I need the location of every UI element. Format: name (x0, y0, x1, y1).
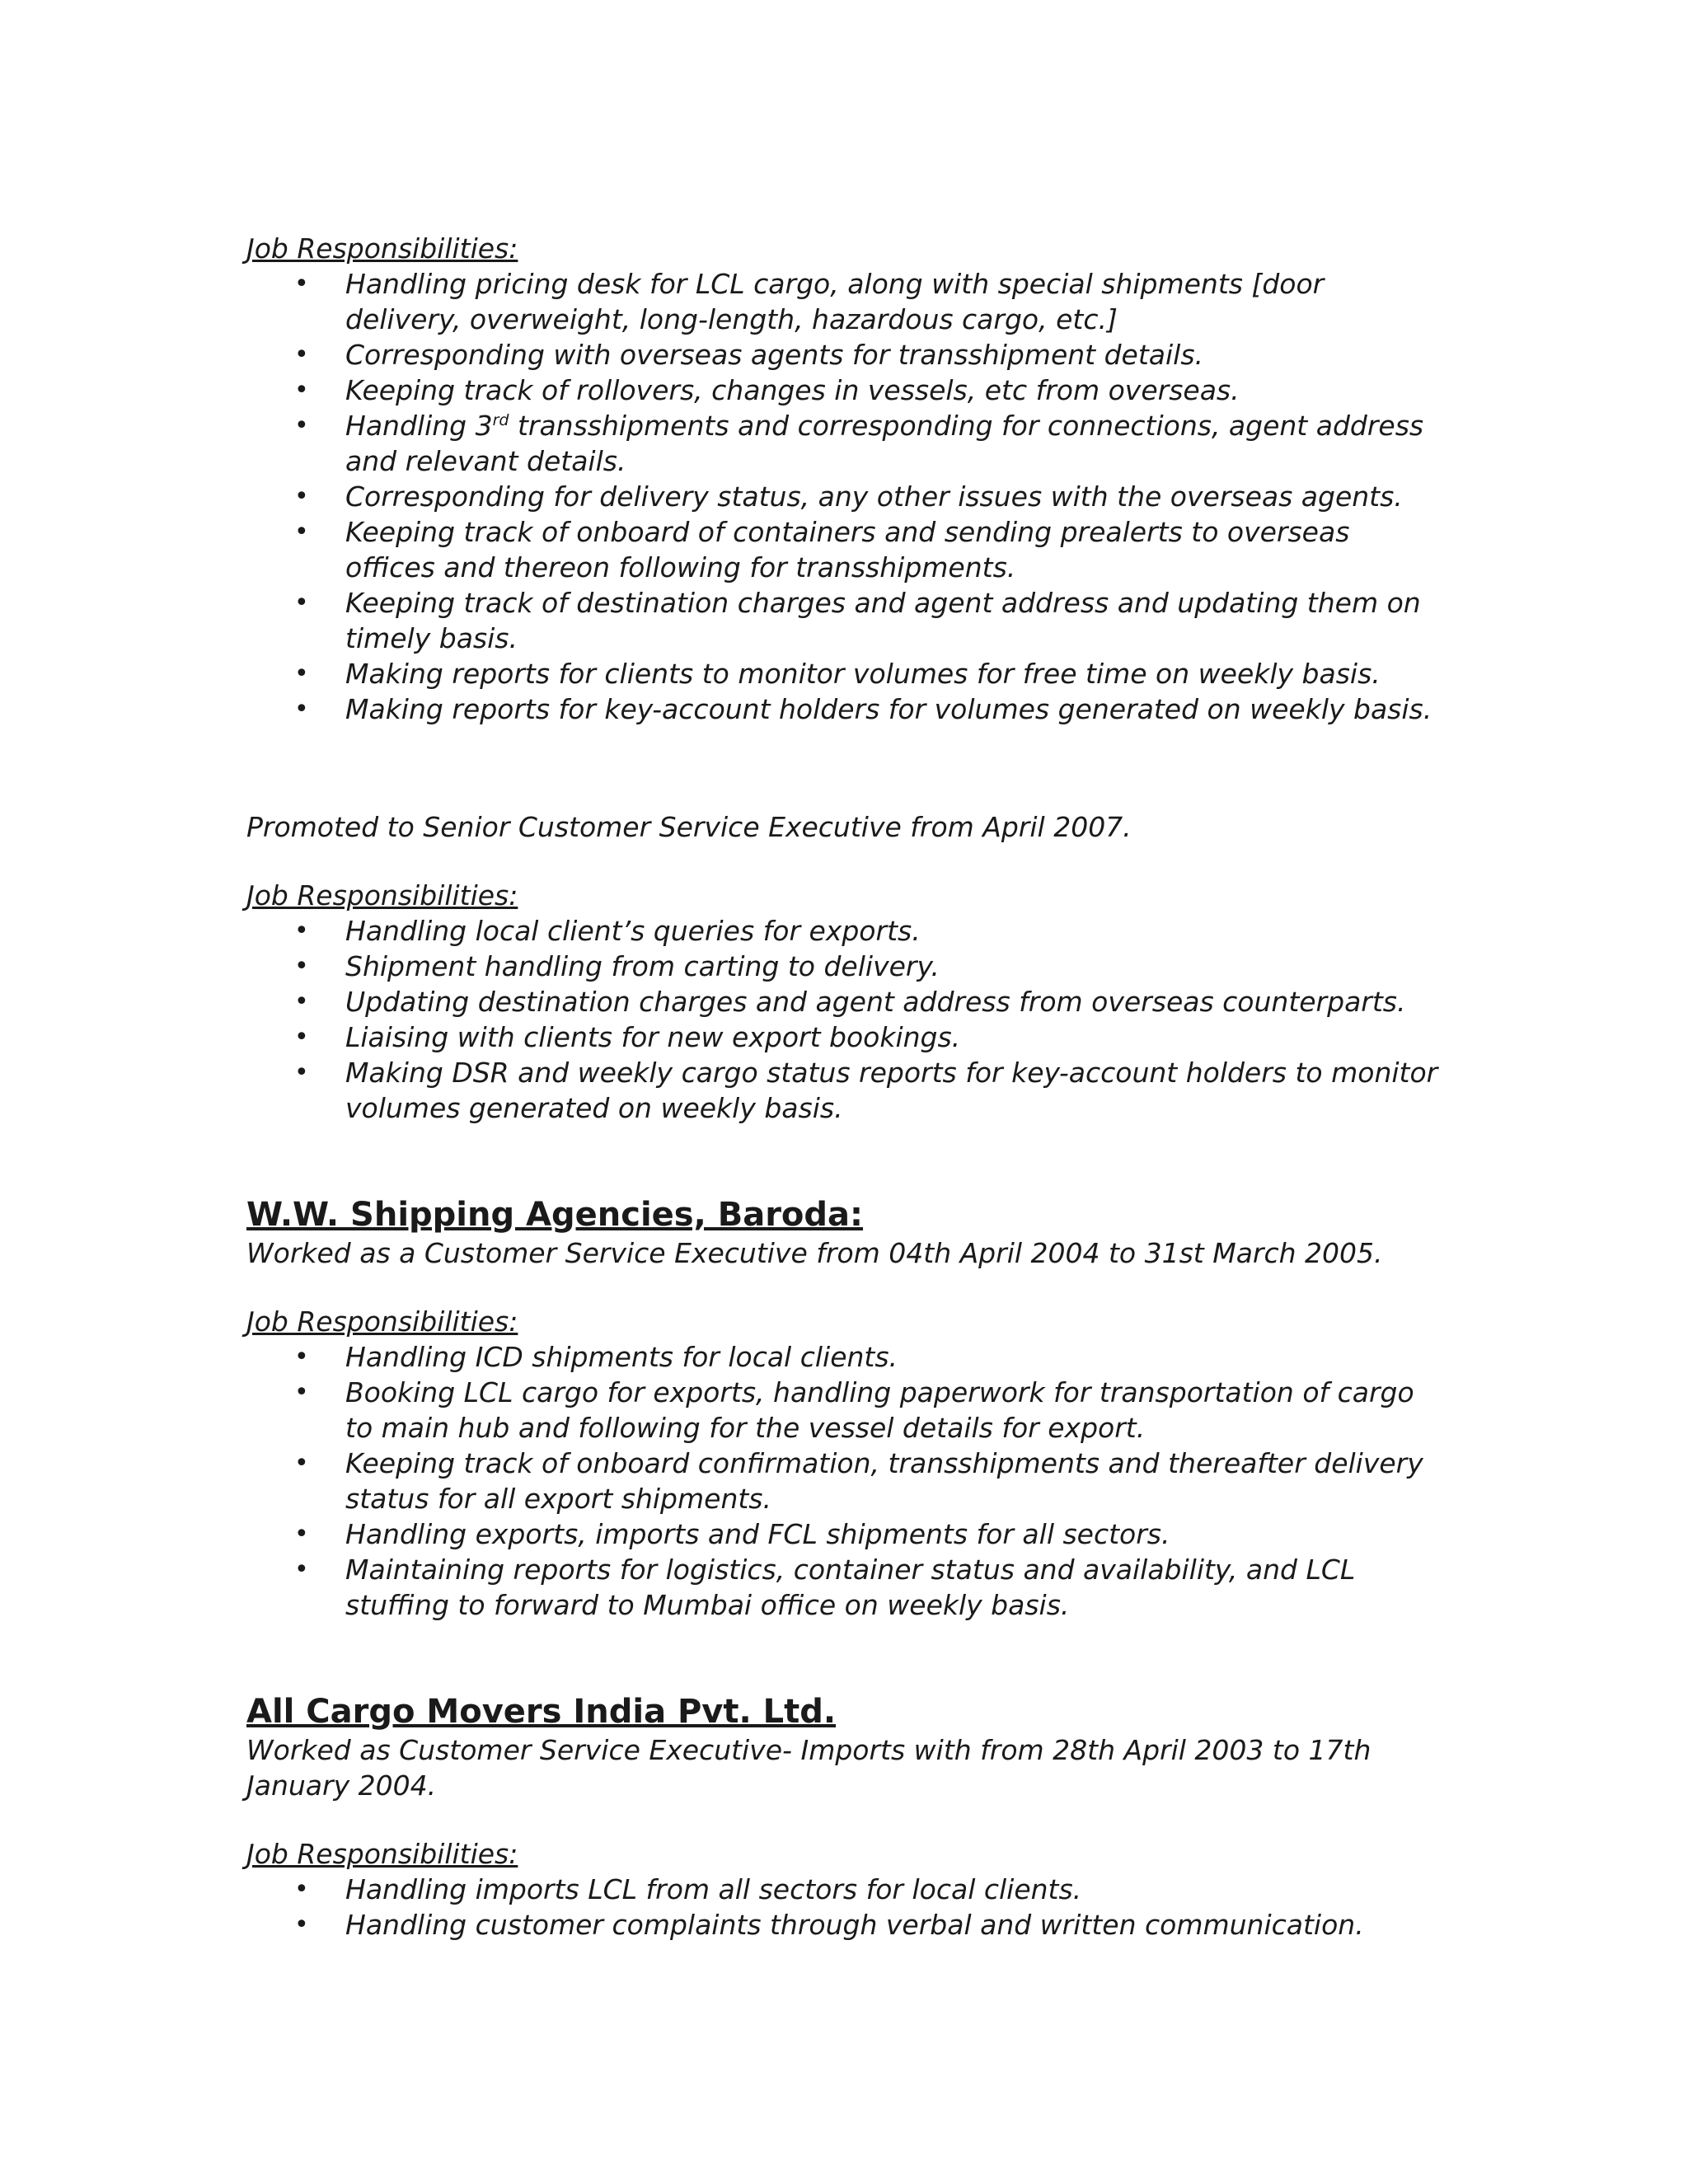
resume-page (246, 231, 1442, 1943)
bullet-icon: • (294, 1875, 309, 1904)
list-item: • Handling 3rd transshipments and corresponding for connections, agent address and relevant details. (294, 410, 1424, 477)
bullet-icon: • (294, 695, 309, 724)
list-item: • Handling ICD shipments for local clients. (294, 1341, 898, 1373)
bullet-icon: • (294, 1343, 309, 1371)
list-item: • Keeping track of rollovers, changes in vessels, etc from overseas. (294, 374, 1240, 406)
job-responsibilities-label: Job Responsibilities: (246, 1838, 518, 1870)
bullet-icon: • (294, 916, 309, 945)
list-item: • Handling imports LCL from all sectors for local clients. (294, 1873, 1082, 1905)
promotion-note: Promoted to Senior Customer Service Executive from April 2007. (246, 811, 1132, 843)
responsibility-list (246, 913, 1442, 1126)
list-item: • Corresponding with overseas agents for transshipment details. (294, 339, 1204, 371)
company-heading: All Cargo Movers India Pvt. Ltd. (246, 1693, 837, 1731)
responsibility-list (246, 1339, 1442, 1623)
list-item: • Keeping track of onboard confirmation, transshipments and thereafter delivery status for all export shipments. (294, 1447, 1423, 1515)
list-item: • Corresponding for delivery status, any other issues with the overseas agents. (294, 480, 1403, 513)
list-item: • Booking LCL cargo for exports, handling paperwork for transportation of cargo to main hub and following for the vessel details for export. (294, 1376, 1414, 1444)
responsibility-list (246, 266, 1442, 727)
bullet-icon: • (294, 952, 309, 981)
list-item: • Making reports for clients to monitor volumes for free time on weekly basis. (294, 658, 1381, 690)
bullet-icon: • (294, 411, 309, 440)
bullet-icon: • (294, 482, 309, 511)
role-description: Worked as Customer Service Executive- Imports with from 28th April 2003 to 17th January 2004. (246, 1734, 1372, 1802)
bullet-icon: • (294, 1555, 309, 1584)
bullet-icon: • (294, 987, 309, 1016)
list-item: • Making reports for key-account holders for volumes generated on weekly basis. (294, 693, 1432, 725)
bullet-icon: • (294, 340, 309, 369)
list-item: • Updating destination charges and agent address from overseas counterparts. (294, 986, 1406, 1018)
bullet-icon: • (294, 518, 309, 546)
bullet-icon: • (294, 1378, 309, 1407)
job-responsibilities-label: Job Responsibilities: (246, 1305, 518, 1338)
job-responsibilities-label: Job Responsibilities: (246, 879, 518, 912)
list-item: • Maintaining reports for logistics, container status and availability, and LCL stuffing to forward to Mumbai office on weekly basis. (294, 1554, 1356, 1621)
bullet-icon: • (294, 1449, 309, 1478)
company-heading: W.W. Shipping Agencies, Baroda: (246, 1196, 864, 1234)
list-item: • Making DSR and weekly cargo status reports for key-account holders to monitor volumes generated on weekly basis. (294, 1057, 1438, 1124)
list-item: • Handling customer complaints through verbal and written communication. (294, 1909, 1364, 1941)
bullet-icon: • (294, 588, 309, 617)
list-item: • Handling local client’s queries for exports. (294, 915, 921, 947)
list-item: • Keeping track of destination charges and agent address and updating them on timely basis. (294, 587, 1421, 654)
bullet-icon: • (294, 269, 309, 298)
list-item: • Handling pricing desk for LCL cargo, along with special shipments [door delivery, overweight, long-length, hazardous cargo, etc.] (294, 268, 1325, 335)
role-description: Worked as a Customer Service Executive from 04th April 2004 to 31st March 2005. (246, 1237, 1383, 1269)
responsibility-list (246, 1872, 1442, 1943)
list-item: • Keeping track of onboard of containers and sending prealerts to overseas offices and thereon following for transshipments. (294, 516, 1350, 583)
list-item: • Shipment handling from carting to delivery. (294, 950, 940, 982)
bullet-icon: • (294, 1023, 309, 1052)
list-item: • Liaising with clients for new export bookings. (294, 1021, 961, 1053)
bullet-icon: • (294, 376, 309, 405)
bullet-icon: • (294, 1520, 309, 1549)
bullet-icon: • (294, 659, 309, 688)
job-responsibilities-label: Job Responsibilities: (246, 232, 518, 265)
list-item: • Handling exports, imports and FCL shipments for all sectors. (294, 1518, 1170, 1550)
bullet-icon: • (294, 1058, 309, 1087)
bullet-icon: • (294, 1910, 309, 1939)
